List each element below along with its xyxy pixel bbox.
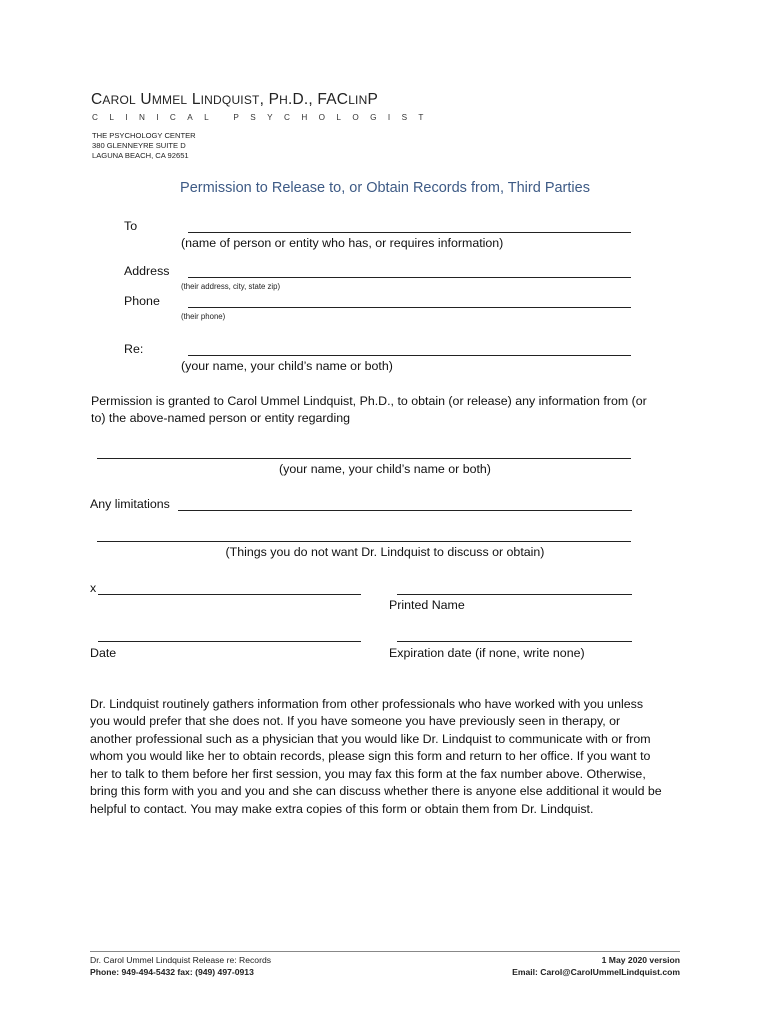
re-hint: (your name, your child’s name or both) bbox=[181, 359, 393, 373]
permission-text-line: to) the above-named person or entity regarding bbox=[91, 411, 350, 425]
to-field-line[interactable] bbox=[188, 232, 631, 233]
footer-version: 1 May 2020 version bbox=[601, 955, 680, 965]
signature-prefix: x bbox=[90, 581, 97, 595]
regarding-field-line[interactable] bbox=[97, 458, 631, 459]
address-hint: (their address, city, state zip) bbox=[181, 282, 281, 291]
regarding-hint: (your name, your child’s name or both) bbox=[279, 462, 491, 476]
letterhead-address-line: LAGUNA BEACH, CA 92651 bbox=[92, 151, 189, 160]
instructions-line: helpful to contact. You may make extra copies of this form or obtain them from Dr. Lindquist. bbox=[90, 802, 594, 816]
phone-label: Phone bbox=[124, 294, 160, 308]
instructions-line: whom you would like her to obtain records, please sign this form and return to her office. If you want to bbox=[90, 749, 651, 763]
date-label: Date bbox=[90, 646, 117, 660]
footer-phone-fax: Phone: 949-494-5432 fax: (949) 497-0913 bbox=[90, 967, 254, 977]
expiration-field-line[interactable] bbox=[397, 641, 632, 642]
address-label: Address bbox=[124, 264, 170, 278]
re-label: Re: bbox=[124, 342, 144, 356]
to-label: To bbox=[124, 219, 138, 233]
instructions-line: you would prefer that she does not. If you have someone you have previously seen in therapy, or bbox=[90, 714, 621, 728]
instructions-line: her to talk to them before her first session, you may fax this form at the fax number above. Otherwise, bbox=[90, 767, 646, 781]
form-title: Permission to Release to, or Obtain Records from, Third Parties bbox=[180, 180, 590, 196]
permission-text-line: Permission is granted to Carol Ummel Lindquist, Ph.D., to obtain (or release) any information from (or bbox=[91, 394, 647, 408]
footer-email: Email: Carol@CarolUmmelLindquist.com bbox=[512, 967, 680, 977]
printed-name-label: Printed Name bbox=[389, 598, 465, 612]
address-field-line[interactable] bbox=[188, 277, 631, 278]
instructions-line: bring this form with you and you and she can discuss whether there is anyone else additional it would be bbox=[90, 784, 662, 798]
footer-rule bbox=[90, 951, 680, 952]
instructions-line: another professional such as a physician that you would like Dr. Lindquist to communicate with or from bbox=[90, 732, 651, 746]
letterhead-address-line: THE PSYCHOLOGY CENTER bbox=[92, 131, 196, 140]
instructions-line: Dr. Lindquist routinely gathers information from other professionals who have worked with you unless bbox=[90, 697, 644, 711]
limitations-label: Any limitations bbox=[90, 497, 170, 511]
letterhead-subtitle: CLINICAL PSYCHOLOGIST bbox=[92, 113, 435, 122]
footer-left-line-1: Dr. Carol Ummel Lindquist Release re: Records bbox=[90, 955, 272, 965]
letterhead-name: CAROL UMMEL LINDQUIST, PH.D., FACLINP bbox=[91, 91, 379, 108]
signature-field-line[interactable] bbox=[98, 594, 361, 595]
date-field-line[interactable] bbox=[98, 641, 361, 642]
letterhead-address-line: 380 GLENNEYRE SUITE D bbox=[92, 141, 186, 150]
limitations-field-line[interactable] bbox=[178, 510, 632, 511]
printed-name-field-line[interactable] bbox=[397, 594, 632, 595]
phone-hint: (their phone) bbox=[181, 312, 226, 321]
re-field-line[interactable] bbox=[188, 355, 631, 356]
expiration-label: Expiration date (if none, write none) bbox=[389, 646, 585, 660]
phone-field-line[interactable] bbox=[188, 307, 631, 308]
limitations-hint: (Things you do not want Dr. Lindquist to discuss or obtain) bbox=[225, 545, 545, 559]
to-hint: (name of person or entity who has, or requires information) bbox=[181, 236, 504, 250]
limitations-field-line-2[interactable] bbox=[97, 541, 631, 542]
